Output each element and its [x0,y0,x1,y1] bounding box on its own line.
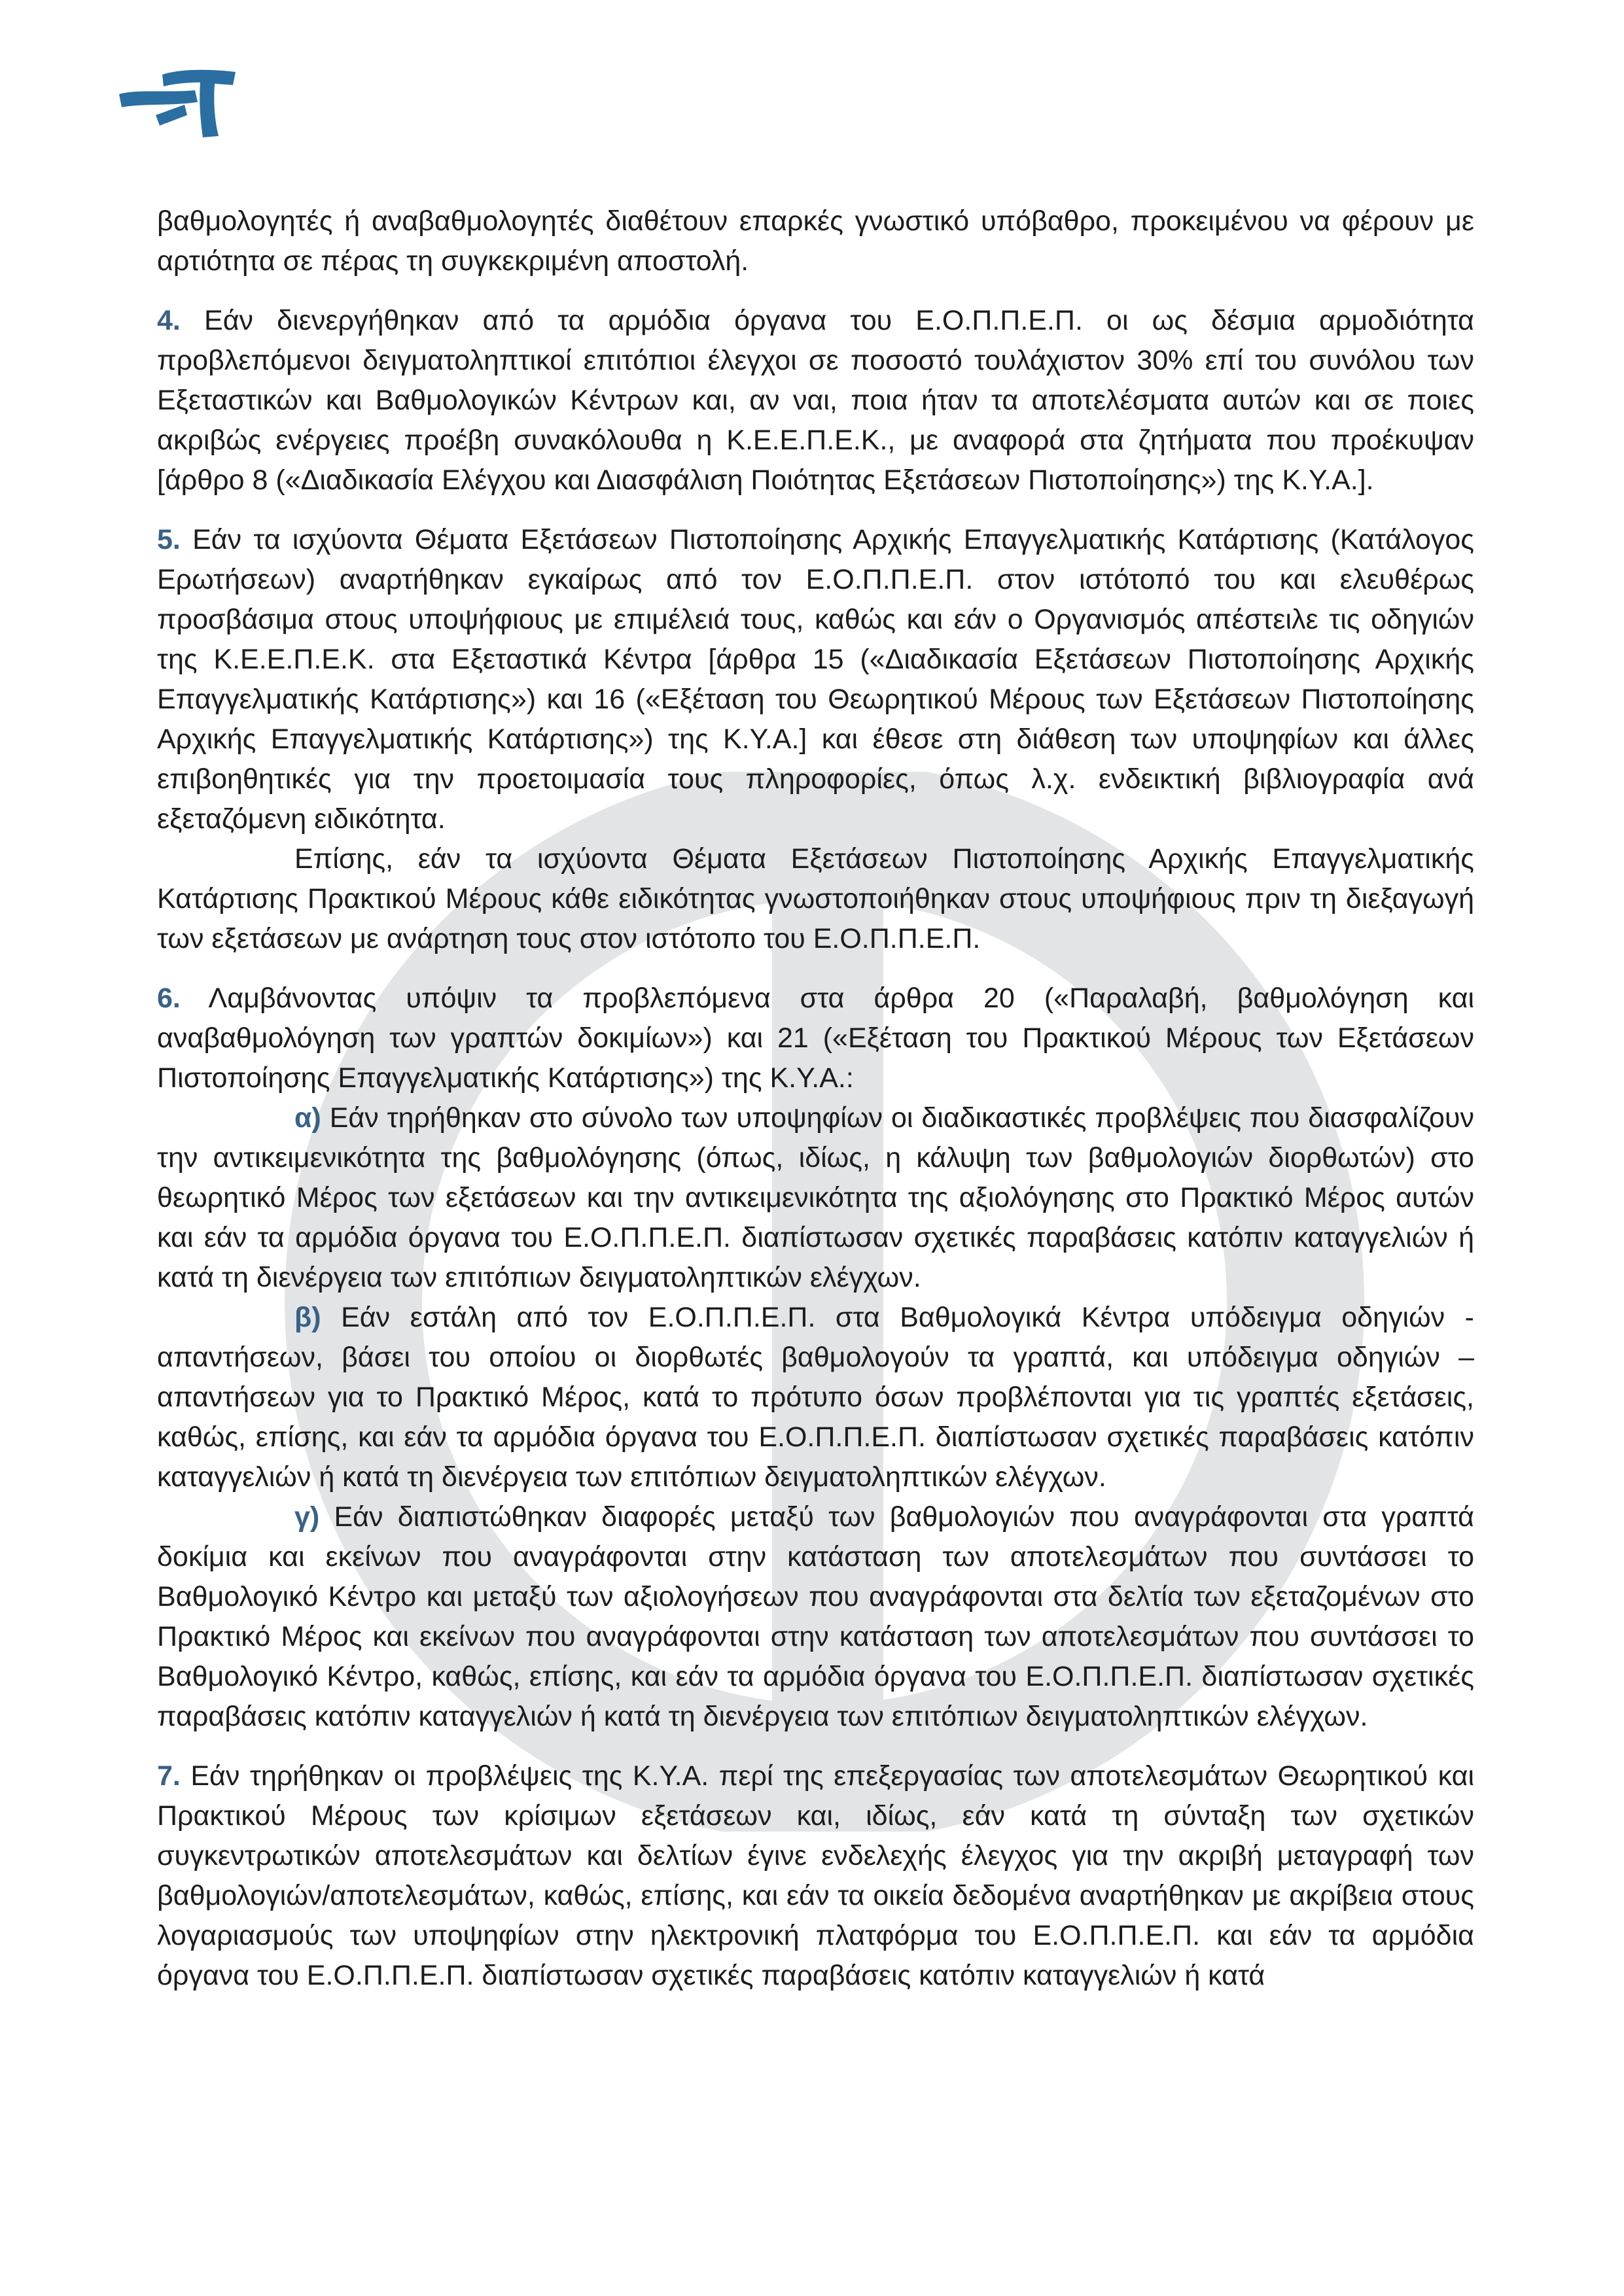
paragraph-text: Εάν τηρήθηκαν στο σύνολο των υποψηφίων οι διαδικαστικές προβλέψεις που διασφαλίζουν την αντικειμενικότητα της βαθμολόγησης (όπως, ιδίως, η κάλυψη των βαθμολογιών διορθωτών) στο θεωρητικό Μέρος των εξετάσεων και την αντικειμενικότητα της αξιολόγησης στο Πρακτικό Μέρος αυτών και εάν τα αρμόδια όργανα του Ε.Ο.Π.Π.Ε.Π. διαπίστωσαν σχετικές παραβάσεις κατόπιν καταγγελιών ή κατά τη διενέργεια των επιτόπιων δειγματοληπτικών ελέγχων. [157,1102,1474,1293]
paragraph-item-4 [157,301,1474,500]
document-body [157,201,1474,1996]
paragraph-item-5 [157,520,1474,839]
item-number: 7. [157,1760,181,1792]
paragraph-continuation [157,201,1474,281]
subitem-label: γ) [294,1501,320,1533]
paragraph-item-5-continued [157,839,1474,959]
paragraph-item-6 [157,979,1474,1098]
paragraph-text: Εάν τηρήθηκαν οι προβλέψεις της Κ.Υ.Α. περί της επεξεργασίας των αποτελεσμάτων Θεωρητικού και Πρακτικού Μέρους των κρίσιμων εξετάσεων και, ιδίως, εάν κατά τη σύνταξη των σχετικών συγκεντρωτικών αποτελεσμάτων και δελτίων έγινε ενδελεχής έλεγχος για την ακριβή μεταγραφή των βαθμολογιών/αποτελεσμάτων, καθώς, επίσης, και εάν τα οικεία δεδομένα αναρτήθηκαν με ακρίβεια στους λογαριασμούς των υποψηφίων στην ηλεκτρονική πλατφόρμα του Ε.Ο.Π.Π.Ε.Π. και εάν τα αρμόδια όργανα του Ε.Ο.Π.Π.Ε.Π. διαπίστωσαν σχετικές παραβάσεις κατόπιν καταγγελιών ή κατά [157,1760,1474,1991]
paragraph-text: Εάν διενεργήθηκαν από τα αρμόδια όργανα του Ε.Ο.Π.Π.Ε.Π. οι ως δέσμια αρμοδιότητα προβλεπόμενοι δειγματοληπτικοί επιτόπιοι έλεγχοι σε ποσοστό τουλάχιστον 30% επί του συνόλου των Εξεταστικών και Βαθμολογικών Κέντρων και, αν ναι, ποια ήταν τα αποτελέσματα αυτών και σε ποιες ακριβώς ενέργειες προέβη συνακόλουθα η Κ.Ε.Ε.Π.Ε.Κ., με αναφορά στα ζητήματα που προέκυψαν [άρθρο 8 («Διαδικασία Ελέγχου και Διασφάλιση Ποιότητας Εξετάσεων Πιστοποίησης») της Κ.Υ.Α.]. [157,305,1474,496]
institution-logo-icon [116,63,238,140]
subitem-c [157,1497,1474,1737]
item-number: 6. [157,983,181,1014]
subitem-label: β) [294,1302,321,1333]
item-number: 4. [157,305,181,336]
paragraph-text: βαθμολογητές ή αναβαθμολογητές διαθέτουν επαρκές γνωστικό υπόβαθρο, προκειμένου να φέρουν με αρτιότητα σε πέρας τη συγκεκριμένη αποστολή. [157,205,1474,277]
paragraph-item-7 [157,1756,1474,1996]
paragraph-text: Εάν τα ισχύοντα Θέματα Εξετάσεων Πιστοποίησης Αρχικής Επαγγελματικής Κατάρτισης (Κατάλογος Ερωτήσεων) αναρτήθηκαν εγκαίρως από τον Ε.Ο.Π.Π.Ε.Π. στον ιστότοπό του και ελευθέρως προσβάσιμα στους υποψήφιους με επιμέλειά τους, καθώς και εάν ο Οργανισμός απέστειλε τις οδηγιών της Κ.Ε.Ε.Π.Ε.Κ. στα Εξεταστικά Κέντρα [άρθρα 15 («Διαδικασία Εξετάσεων Πιστοποίησης Αρχικής Επαγγελματικής Κατάρτισης») και 16 («Εξέταση του Θεωρητικού Μέρους των Εξετάσεων Πιστοποίησης Αρχικής Επαγγελματικής Κατάρτισης») της Κ.Υ.Α.] και έθεσε στη διάθεση των υποψηφίων και άλλες επιβοηθητικές για την προετοιμασία τους πληροφορίες, όπως λ.χ. ενδεικτική βιβλιογραφία ανά εξεταζόμενη ειδικότητα. [157,524,1474,835]
subitem-label: α) [294,1102,321,1134]
subitem-a [157,1098,1474,1298]
paragraph-text: Εάν εστάλη από τον Ε.Ο.Π.Π.Ε.Π. στα Βαθμολογικά Κέντρα υπόδειγμα οδηγιών - απαντήσεων, βάσει του οποίου οι διορθωτές βαθμολογούν τα γραπτά, και υπόδειγμα οδηγιών – απαντήσεων για το Πρακτικό Μέρος, κατά το πρότυπο όσων προβλέπονται για τις γραπτές εξετάσεις, καθώς, επίσης, και εάν τα αρμόδια όργανα του Ε.Ο.Π.Π.Ε.Π. διαπίστωσαν σχετικές παραβάσεις κατόπιν καταγγελιών ή κατά τη διενέργεια των επιτόπιων δειγματοληπτικών ελέγχων. [157,1302,1474,1493]
paragraph-text: Εάν διαπιστώθηκαν διαφορές μεταξύ των βαθμολογιών που αναγράφονται στα γραπτά δοκίμια και εκείνων που αναγράφονται στην κατάσταση των αποτελεσμάτων που συντάσσει το Βαθμολογικό Κέντρο και μεταξύ των αξιολογήσεων που αναγράφονται στα δελτία των εξεταζομένων στο Πρακτικό Μέρος και εκείνων που αναγράφονται στην κατάσταση των αποτελεσμάτων που συντάσσει το Βαθμολογικό Κέντρο, καθώς, επίσης, και εάν τα αρμόδια όργανα του Ε.Ο.Π.Π.Ε.Π. διαπίστωσαν σχετικές παραβάσεις κατόπιν καταγγελιών ή κατά τη διενέργεια των επιτόπιων δειγματοληπτικών ελέγχων. [157,1501,1475,1732]
paragraph-text: Επίσης, εάν τα ισχύοντα Θέματα Εξετάσεων Πιστοποίησης Αρχικής Επαγγελματικής Κατάρτισης Πρακτικού Μέρους κάθε ειδικότητας γνωστοποιήθηκαν στους υποψήφιους πριν τη διεξαγωγή των εξετάσεων με ανάρτηση τους στον ιστότοπο του Ε.Ο.Π.Π.Ε.Π. [157,843,1474,954]
item-number: 5. [157,524,181,555]
subitem-b [157,1298,1474,1497]
paragraph-text: Λαμβάνοντας υπόψιν τα προβλεπόμενα στα άρθρα 20 («Παραλαβή, βαθμολόγηση και αναβαθμολόγηση των γραπτών δοκιμίων») και 21 («Εξέταση του Πρακτικού Μέρους των Εξετάσεων Πιστοποίησης Επαγγελματικής Κατάρτισης») της Κ.Υ.Α.: [157,983,1474,1094]
